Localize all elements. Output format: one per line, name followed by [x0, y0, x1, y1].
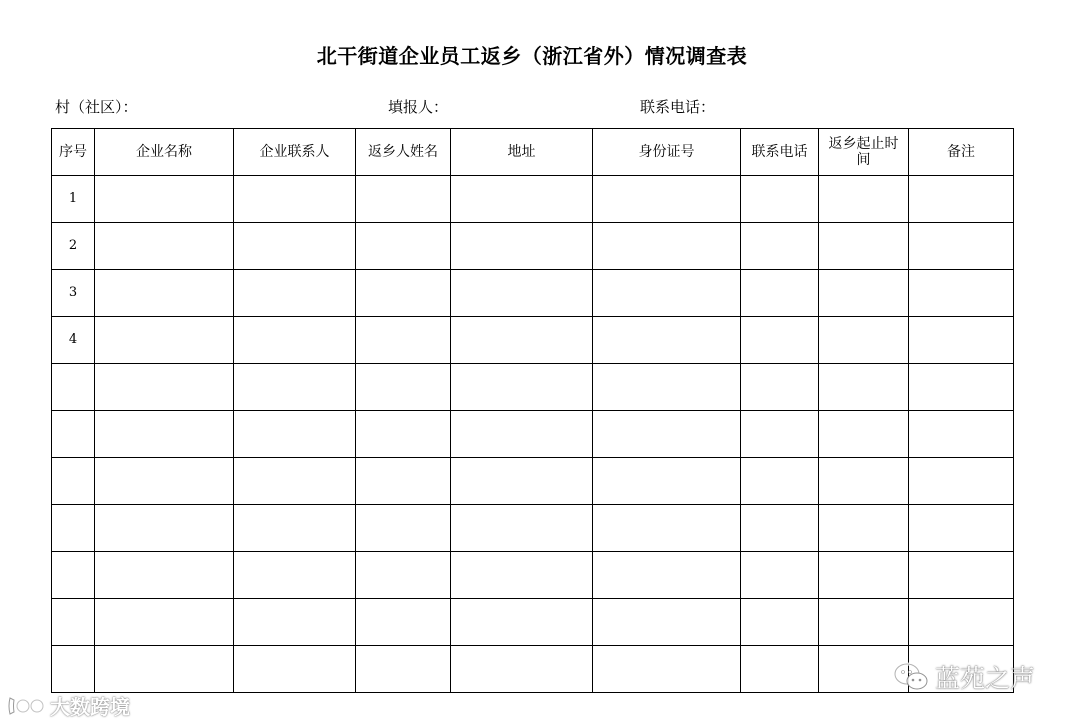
- table-row: [52, 411, 1014, 458]
- cell-phone[interactable]: [741, 317, 819, 364]
- cell-contact[interactable]: [234, 552, 356, 599]
- cell-return-time[interactable]: [819, 458, 909, 505]
- cell-phone[interactable]: [741, 176, 819, 223]
- survey-table: [51, 128, 1014, 693]
- cell-remark[interactable]: [909, 505, 1014, 552]
- cell-contact[interactable]: [234, 458, 356, 505]
- row-number: [52, 411, 95, 458]
- cell-returnee[interactable]: [356, 223, 451, 270]
- watermark-logo-icon: [6, 694, 46, 718]
- phone-field-label: 联系电话：: [640, 98, 716, 116]
- header-company: 企业名称: [95, 129, 234, 176]
- cell-phone[interactable]: [741, 646, 819, 693]
- cell-returnee[interactable]: [356, 176, 451, 223]
- row-number: [52, 505, 95, 552]
- cell-phone[interactable]: [741, 411, 819, 458]
- cell-contact[interactable]: [234, 223, 356, 270]
- cell-company[interactable]: [95, 552, 234, 599]
- cell-address[interactable]: [451, 223, 593, 270]
- header-remark: 备注: [909, 129, 1014, 176]
- cell-address[interactable]: [451, 176, 593, 223]
- cell-id-number[interactable]: [593, 552, 741, 599]
- cell-address[interactable]: [451, 646, 593, 693]
- cell-address[interactable]: [451, 505, 593, 552]
- header-id-number: 身份证号: [593, 129, 741, 176]
- header-contact: 企业联系人: [234, 129, 356, 176]
- row-number: [52, 552, 95, 599]
- table-row: [52, 458, 1014, 505]
- table-row: [52, 176, 1014, 223]
- filler-field-label: 填报人：: [388, 98, 449, 116]
- cell-returnee[interactable]: [356, 364, 451, 411]
- cell-address[interactable]: [451, 411, 593, 458]
- row-number: 4: [52, 317, 95, 364]
- cell-id-number[interactable]: [593, 505, 741, 552]
- cell-remark[interactable]: [909, 411, 1014, 458]
- row-number: [52, 646, 95, 693]
- cell-contact[interactable]: [234, 176, 356, 223]
- cell-return-time[interactable]: [819, 317, 909, 364]
- cell-phone[interactable]: [741, 223, 819, 270]
- cell-remark[interactable]: [909, 270, 1014, 317]
- row-number: [52, 458, 95, 505]
- village-field-label: 村（社区）：: [55, 98, 138, 116]
- cell-contact[interactable]: [234, 411, 356, 458]
- table-row: [52, 364, 1014, 411]
- table-row: [52, 317, 1014, 364]
- cell-return-time[interactable]: [819, 505, 909, 552]
- cell-phone[interactable]: [741, 599, 819, 646]
- cell-id-number[interactable]: [593, 599, 741, 646]
- cell-company[interactable]: [95, 599, 234, 646]
- table-row: [52, 223, 1014, 270]
- cell-returnee[interactable]: [356, 646, 451, 693]
- cell-returnee[interactable]: [356, 552, 451, 599]
- cell-returnee[interactable]: [356, 599, 451, 646]
- cell-address[interactable]: [451, 552, 593, 599]
- header-returnee: 返乡人姓名: [356, 129, 451, 176]
- cell-company[interactable]: [95, 646, 234, 693]
- header-phone: 联系电话: [741, 129, 819, 176]
- header-seq: 序号: [52, 129, 95, 176]
- cell-contact[interactable]: [234, 646, 356, 693]
- cell-company[interactable]: [95, 270, 234, 317]
- cell-phone[interactable]: [741, 364, 819, 411]
- header-address: 地址: [451, 129, 593, 176]
- cell-address[interactable]: [451, 599, 593, 646]
- cell-company[interactable]: [95, 176, 234, 223]
- table-row: [52, 552, 1014, 599]
- cell-address[interactable]: [451, 317, 593, 364]
- cell-company[interactable]: [95, 411, 234, 458]
- cell-id-number[interactable]: [593, 411, 741, 458]
- cell-id-number[interactable]: [593, 270, 741, 317]
- cell-phone[interactable]: [741, 552, 819, 599]
- cell-remark[interactable]: [909, 599, 1014, 646]
- cell-returnee[interactable]: [356, 411, 451, 458]
- row-number: [52, 364, 95, 411]
- cell-address[interactable]: [451, 270, 593, 317]
- cell-return-time[interactable]: [819, 552, 909, 599]
- cell-contact[interactable]: [234, 270, 356, 317]
- cell-phone[interactable]: [741, 505, 819, 552]
- cell-return-time[interactable]: [819, 270, 909, 317]
- cell-id-number[interactable]: [593, 176, 741, 223]
- row-number: 3: [52, 270, 95, 317]
- cell-return-time[interactable]: [819, 223, 909, 270]
- cell-id-number[interactable]: [593, 317, 741, 364]
- cell-id-number[interactable]: [593, 646, 741, 693]
- cell-return-time[interactable]: [819, 176, 909, 223]
- cell-company[interactable]: [95, 223, 234, 270]
- cell-return-time[interactable]: [819, 364, 909, 411]
- cell-address[interactable]: [451, 458, 593, 505]
- header-return-time: 返乡起止时间: [819, 129, 909, 176]
- cell-id-number[interactable]: [593, 364, 741, 411]
- cell-contact[interactable]: [234, 317, 356, 364]
- cell-company[interactable]: [95, 505, 234, 552]
- cell-remark[interactable]: [909, 317, 1014, 364]
- cell-company[interactable]: [95, 458, 234, 505]
- watermark-left-text: 大数跨境: [50, 695, 130, 719]
- row-number: 2: [52, 223, 95, 270]
- cell-company[interactable]: [95, 317, 234, 364]
- table-header-row: [52, 129, 1014, 176]
- cell-contact[interactable]: [234, 505, 356, 552]
- cell-remark[interactable]: [909, 458, 1014, 505]
- cell-address[interactable]: [451, 364, 593, 411]
- cell-returnee[interactable]: [356, 317, 451, 364]
- watermark-right: [893, 659, 1035, 695]
- cell-returnee[interactable]: [356, 458, 451, 505]
- cell-remark[interactable]: [909, 364, 1014, 411]
- cell-returnee[interactable]: [356, 270, 451, 317]
- table-row: [52, 646, 1014, 693]
- cell-contact[interactable]: [234, 364, 356, 411]
- cell-return-time[interactable]: [819, 599, 909, 646]
- row-number: [52, 599, 95, 646]
- table-row: [52, 599, 1014, 646]
- watermark-right-text: 蓝苑之声: [935, 664, 1036, 693]
- cell-company[interactable]: [95, 364, 234, 411]
- cell-return-time[interactable]: [819, 411, 909, 458]
- cell-phone[interactable]: [741, 458, 819, 505]
- table-row: [52, 270, 1014, 317]
- cell-id-number[interactable]: [593, 458, 741, 505]
- cell-id-number[interactable]: [593, 223, 741, 270]
- cell-remark[interactable]: [909, 552, 1014, 599]
- survey-title: 北干街道企业员工返乡（浙江省外）情况调查表: [316, 44, 748, 68]
- cell-returnee[interactable]: [356, 505, 451, 552]
- table-row: [52, 505, 1014, 552]
- cell-remark[interactable]: [909, 176, 1014, 223]
- watermark-left: [6, 691, 130, 720]
- cell-remark[interactable]: [909, 223, 1014, 270]
- row-number: 1: [52, 176, 95, 223]
- cell-phone[interactable]: [741, 270, 819, 317]
- wechat-icon: [893, 662, 929, 692]
- cell-contact[interactable]: [234, 599, 356, 646]
